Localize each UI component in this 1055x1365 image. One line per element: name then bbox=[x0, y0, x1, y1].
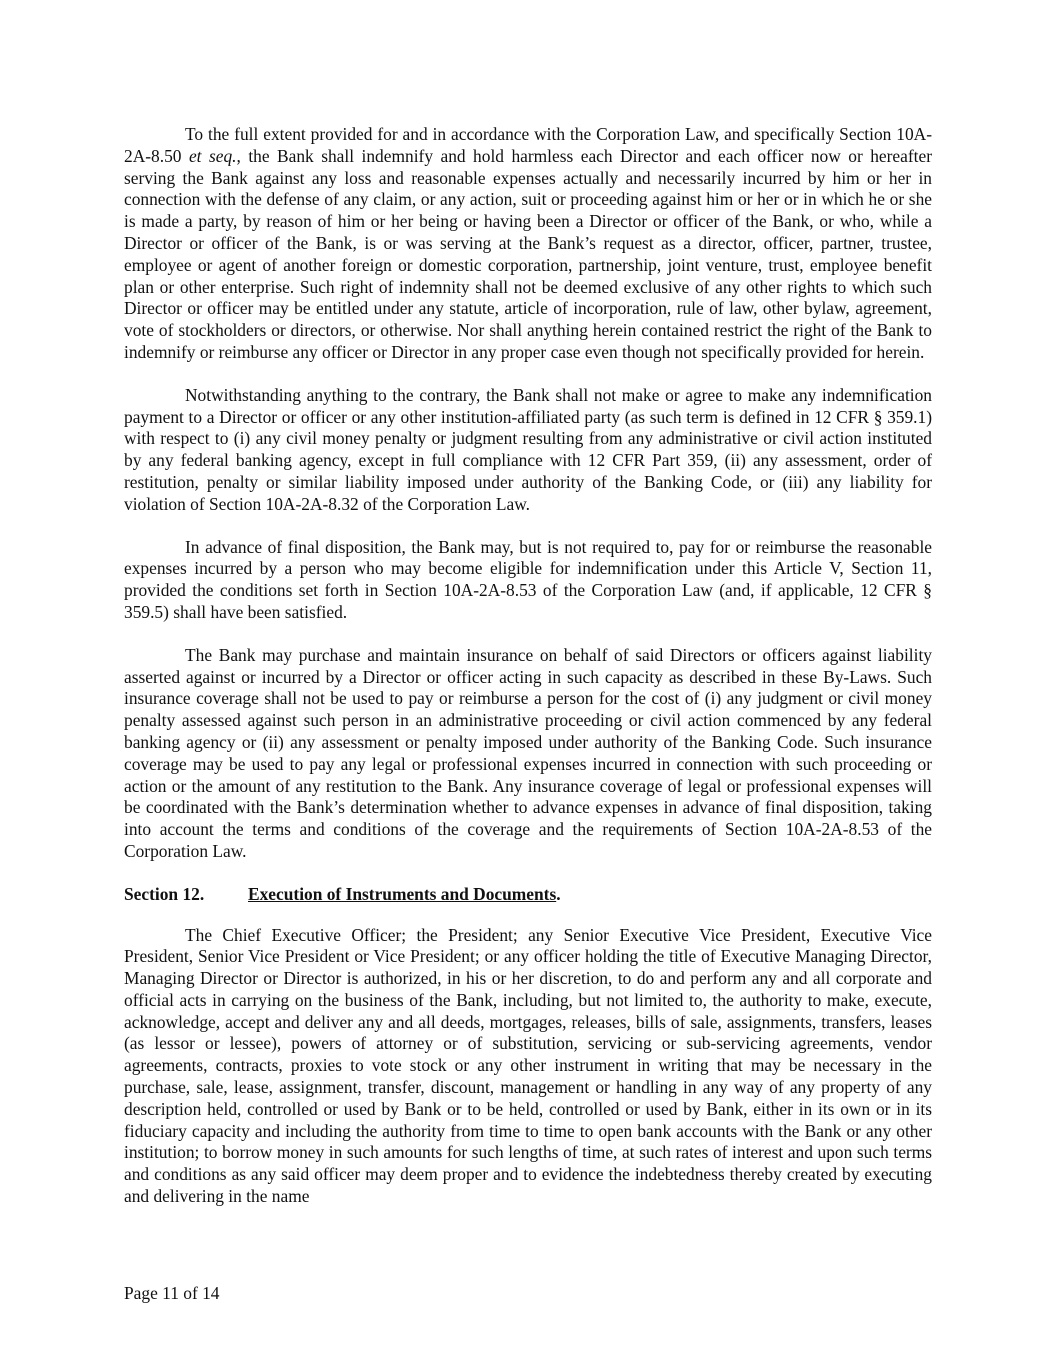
document-page bbox=[124, 124, 932, 1229]
section-12-heading bbox=[124, 884, 932, 906]
page-number-footer: Page 11 of 14 bbox=[124, 1283, 220, 1303]
paragraph-advance-expenses: In advance of final disposition, the Bank may, but is not required to, pay for or reimburse the reasonable expenses incurred by a person who may become eligible for indemnification under this Article V, Section 11, provided the conditions set forth in Section 10A-2A-8.53 of the Corporation Law (and, if applicable, 12 CFR § 359.5) shall have been satisfied. bbox=[124, 536, 932, 622]
section-12-number: Section 12. bbox=[124, 883, 205, 904]
paragraph-indemnification bbox=[124, 124, 932, 364]
et-seq-italic: et seq. bbox=[188, 145, 237, 166]
paragraph-indemnification-limits: Notwithstanding anything to the contrary, the Bank shall not make or agree to make any indemnification payment to a Director or officer or any other institution-affiliated party (as such term is defined in 12 CFR § 359.1) with respect to (i) any civil money penalty or judgment resulting from any administrative or civil action instituted by any federal banking agency, except in full compliance with 12 CFR Part 359, (ii) any assessment, order of restitution, penalty or similar liability imposed under authority of the Banking Code, or (iii) any liability for violation of Section 10A-2A-8.32 of the Corporation Law. bbox=[124, 384, 932, 514]
section-12-title: Execution of Instruments and Documents bbox=[248, 883, 557, 904]
paragraph-insurance: The Bank may purchase and maintain insurance on behalf of said Directors or officers against liability asserted against or incurred by a Director or officer acting in such capacity as described in these By-Laws. Such insurance coverage shall not be used to pay or reimburse a person for the cost of (i) any judgment or civil money penalty assessed against such person in an administrative proceeding or civil action commenced by any federal banking agency or (ii) any assessment or penalty imposed under authority of the Banking Code. Such insurance coverage may be used to pay any legal or professional expenses incurred in connection with such proceeding or action or the amount of any restitution to the Bank. Any insurance coverage of legal or professional expenses will be coordinated with the Bank’s determination whether to advance expenses in advance of final disposition, taking into account the terms and conditions of the coverage and the requirements of Section 10A-2A-8.53 of the Corporation Law. bbox=[124, 644, 932, 861]
section-12-period: . bbox=[556, 883, 561, 904]
paragraph-indemnification-text-b: , the Bank shall indemnify and hold harmless each Director and each officer now or hereafter serving the Bank against any loss and reasonable expenses actually and necessarily incurred by him or her in connection with the defense of any claim, or any action, suit or proceeding against him or her or in which he or she is made a party, by reason of him or her being or having been a Director or officer of the Bank, or who, while a Director or officer of the Bank, is or was serving at the Bank’s request as a director, officer, partner, trustee, employee or agent of another foreign or domestic corporation, partnership, joint venture, trust, employee benefit plan or other enterprise. Such right of indemnity shall not be deemed exclusive of any other rights to which such Director or officer may be entitled under any statute, article of incorporation, rule of law, other bylaw, agreement, vote of stockholders or directors, or otherwise. Nor shall anything herein contained restrict the right of the Bank to indemnify or reimburse any officer or Director in any proper case even though not specifically provided for herein. bbox=[124, 145, 932, 362]
paragraph-indemnification-text-a: To the full extent provided for and in accordance with the Corporation Law, and specifically Section 10A-2A-8.50 bbox=[124, 124, 932, 166]
paragraph-execution-authority: The Chief Executive Officer; the President; any Senior Executive Vice President, Executive Vice President, Senior Vice President or Vice President; or any officer holding the title of Executive Managing Director, Managing Director or Director is authorized, in his or her discretion, to do and perform any and all corporate and official acts in carrying on the business of the Bank, including, but not limited to, the authority to make, execute, acknowledge, accept and deliver any and all deeds, mortgages, releases, bills of sale, assignments, transfers, leases (as lessor or lessee), powers of attorney or of substitution, servicing or sub-servicing agreements, vendor agreements, contracts, proxies to vote stock or any other instrument in writing that may be necessary in the purchase, sale, lease, assignment, transfer, discount, management or handling in any way of any property of any description held, controlled or used by Bank or to be held, controlled or used by Bank, either in its own or in its fiduciary capacity and including the authority from time to time to open bank accounts with the Bank or any other institution; to borrow money in such amounts for such lengths of time, at such rates of interest and upon such terms and conditions as any said officer may deem proper and to evidence the indebtedness thereby created by executing and delivering in the name bbox=[124, 924, 932, 1207]
